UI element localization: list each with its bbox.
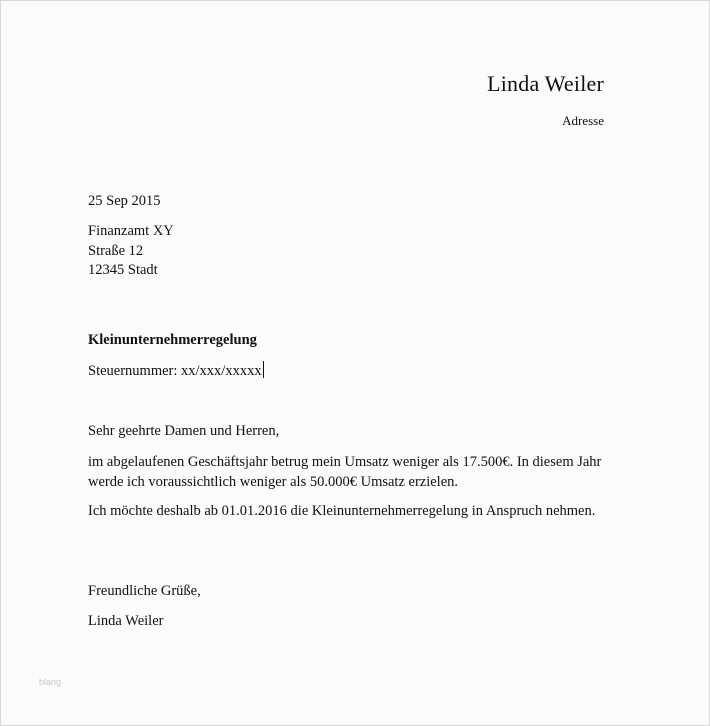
letter-closing: Freundliche Grüße,: [88, 583, 201, 599]
tax-number-line[interactable]: [88, 361, 264, 382]
tax-number-text: Steuernummer: xx/xxx/xxxxx: [88, 363, 262, 379]
recipient-address: [88, 222, 174, 281]
body-paragraph-2: Ich möchte deshalb ab 01.01.2016 die Kleinunternehmerregelung in Anspruch nehmen.: [88, 503, 596, 519]
watermark: blang: [39, 677, 62, 687]
recipient-line-2: Straße 12: [88, 242, 144, 259]
sender-address: Adresse: [562, 113, 604, 128]
recipient-line-3: 12345 Stadt: [88, 262, 158, 278]
recipient-line-1: Finanzamt XY: [88, 223, 174, 239]
signature-name: Linda Weiler: [88, 613, 164, 629]
sender-name: Linda Weiler: [487, 71, 604, 96]
letter-salutation: Sehr geehrte Damen und Herren,: [88, 423, 280, 439]
letter-subject: Kleinunternehmerregelung: [88, 332, 257, 348]
letter-date: 25 Sep 2015: [88, 193, 161, 209]
body-paragraph-1: im abgelaufenen Geschäftsjahr betrug mein Umsatz weniger als 17.500€. In diesem Jahr werde ich voraussichtlich weniger als 50.000€ Umsatz erzielen.: [88, 454, 602, 490]
text-cursor: [263, 361, 264, 378]
